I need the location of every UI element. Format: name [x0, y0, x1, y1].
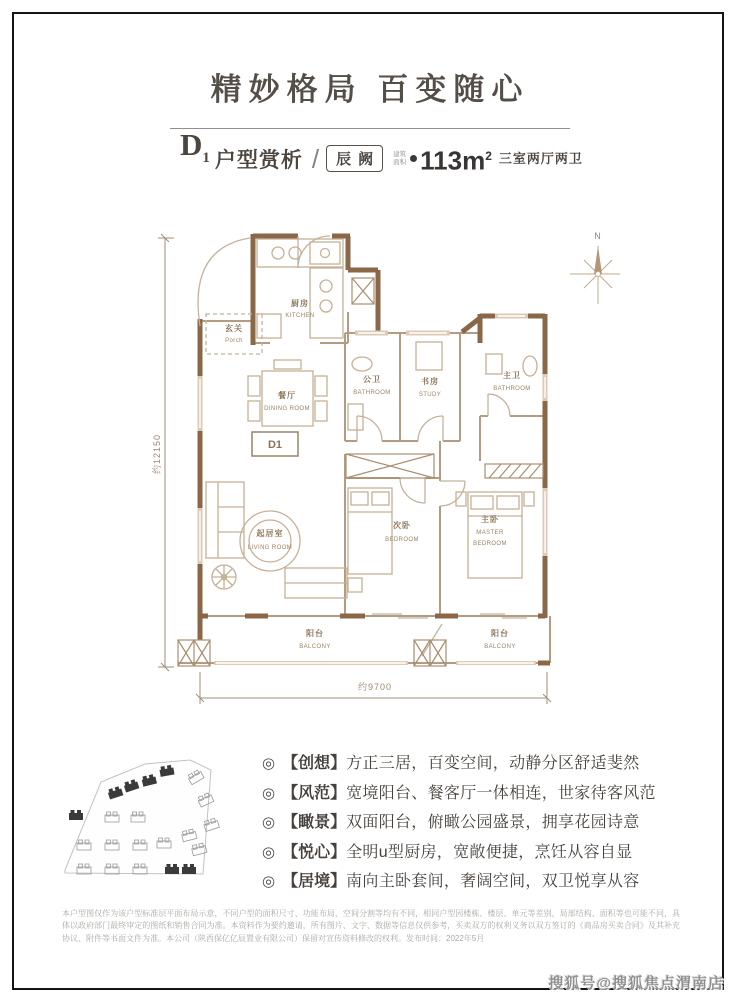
label-balcony-right-en: BALCONY	[484, 644, 516, 650]
svg-text:N: N	[594, 231, 602, 241]
label-porch-en: Porch	[225, 338, 243, 344]
label-bath-public-cn: 公卫	[363, 375, 381, 384]
watermark: 搜狐号@搜狐焦点渭南店	[548, 975, 724, 992]
feature-item: ◎ 【瞰景】 双面阳台，俯瞰公园盛景，拥享花园诗意	[262, 814, 640, 831]
slash-separator: /	[311, 144, 320, 174]
label-balcony-right-cn: 阳台	[491, 629, 509, 638]
rooms-summary: 三室两厅两卫	[498, 151, 583, 167]
area-spec	[393, 143, 583, 174]
site-plan	[55, 752, 240, 907]
label-living-cn: 起居室	[256, 529, 284, 538]
compass-icon	[570, 231, 620, 304]
svg-text:D1: D1	[267, 439, 283, 451]
plan-code-sub: 1	[202, 150, 210, 166]
label-living-en: LIVING ROOM	[247, 545, 293, 551]
windows	[200, 316, 545, 663]
plan-suffix: 户型赏析	[214, 148, 303, 172]
ring-bullet-icon: ◎	[262, 873, 276, 890]
label-balcony-left-cn: 阳台	[306, 629, 324, 638]
label-dining-cn: 餐厅	[278, 391, 296, 400]
dimension-bottom	[196, 672, 551, 704]
label-bedroom2-en: BEDROOM	[385, 537, 419, 543]
feature-item: ◎ 【风范】 宽境阳台、餐客厅一体相连，世家待客风范	[262, 784, 656, 802]
ring-bullet-icon: ◎	[262, 784, 276, 802]
label-balcony-left-en: BALCONY	[299, 644, 331, 650]
label-study-en: STUDY	[418, 392, 442, 398]
plan-code: $D_1$	[180, 126, 210, 166]
feature-item: ◎ 【居境】 南向主卧套间，奢阔空间，双卫悦享从容	[262, 873, 640, 890]
svg-text:约12150: 约12150	[152, 433, 162, 475]
label-study-cn: 书房	[421, 377, 439, 386]
wardrobe-hatch	[178, 278, 543, 666]
label-bedroom2-cn: 次卧	[393, 521, 411, 530]
dimension-left	[151, 234, 174, 671]
dot-icon	[410, 155, 417, 162]
svg-text:约9700: 约9700	[357, 682, 393, 692]
unit-label-box	[252, 432, 298, 456]
title-divider	[170, 128, 570, 129]
feature-item: ◎ 【悦心】 全明u型厨房，宽敞便捷，烹饪从容自显	[262, 843, 633, 861]
ring-bullet-icon: ◎	[262, 814, 276, 831]
feature-item: ◎ 【创想】 方正三居，百变空间，动静分区舒适斐然	[262, 755, 640, 772]
area-value: $113m^2$	[420, 146, 492, 176]
floorplan-drawing	[150, 226, 620, 708]
label-porch-cn: 玄关	[225, 324, 243, 333]
label-master-en1: MASTER	[476, 530, 504, 536]
label-master-en2: BEDROOM	[473, 541, 507, 547]
label-bath-public-en: BATHROOM	[353, 390, 391, 396]
page-title: 精妙格局 百变随心	[210, 72, 530, 107]
area-label: 建筑 面积	[393, 150, 407, 166]
label-dining-en: DINING ROOM	[264, 406, 310, 412]
door-arcs	[198, 236, 527, 656]
ring-bullet-icon: ◎	[262, 755, 276, 772]
project-badge: 辰阙	[326, 145, 383, 172]
label-bath-master-cn: 主卫	[503, 371, 521, 380]
label-kitchen-cn: 厨房	[291, 299, 309, 308]
feature-list	[262, 754, 692, 902]
label-kitchen-en: KITCHEN	[285, 313, 315, 319]
window-glass-lines	[200, 316, 545, 663]
ring-bullet-icon: ◎	[262, 843, 276, 861]
legal-disclaimer: 本户型图仅作为该户型标准层平面布局示意，不同户型的面积尺寸、功能布局、空间分割等均有不同，相同户型因楼栋、楼层、单元等差别，局部结构、面积等也可能不同，具体以政府部门最终审定的图纸和销售合同为准。本资料作为要约邀请，所有图片、文字、数据等信息仅供参考，买卖双方的权利义务以双方签订的《商品房买卖合同》及其补充协议、附件等书面文件为准。本公司（陕西保亿亿辰置业有限公司）保留对宣传资料修改的权利。发布时间：2022年5月	[62, 909, 680, 943]
label-master-cn: 主卧	[481, 515, 499, 524]
label-bath-master-en: BATHROOM	[493, 386, 531, 392]
plan-subtitle	[180, 126, 600, 176]
